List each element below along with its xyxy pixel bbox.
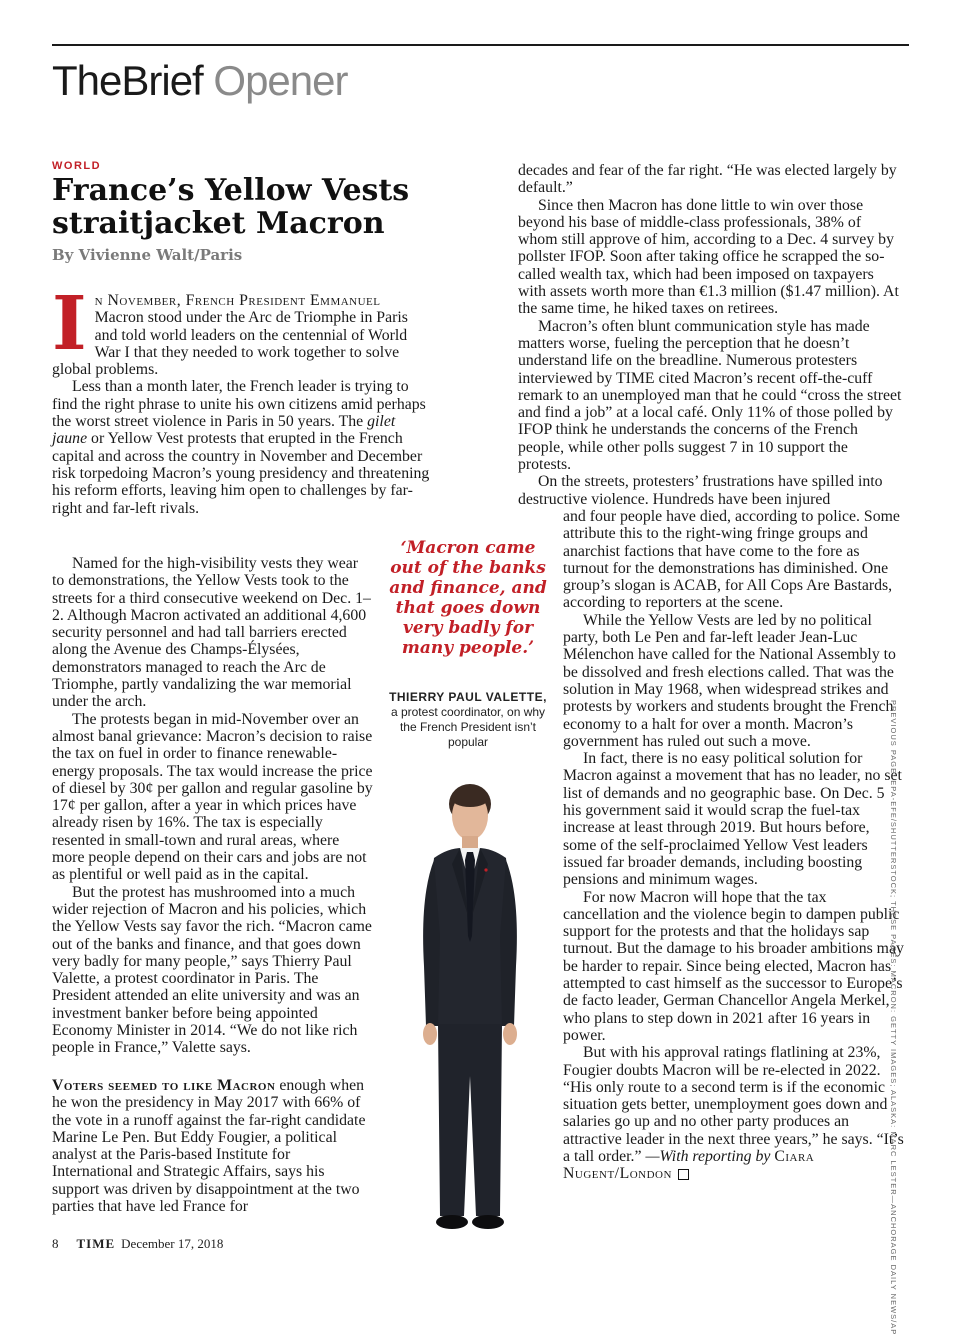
paragraph-3: Named for the high-visibility vests they wear to demonstrations, the Yellow Vests took to the streets for a third consecutive weekend on Dec. 1–2. Although Macron activated an additional 4,600 security personnel and had tall barriers erected along the Avenue des Champs-Élysées, demonstrators managed to reach the Arc de Triomphe, partly vandalizing the war memorial under the arch. bbox=[52, 555, 371, 711]
article-column-left-top bbox=[52, 281, 432, 517]
issue-date: December 17, 2018 bbox=[121, 1236, 224, 1251]
page-footer bbox=[52, 1236, 223, 1252]
subhead: Voters seemed to like Macron bbox=[52, 1077, 276, 1094]
article-column-left-bottom bbox=[52, 1077, 374, 1215]
paragraph-12: In fact, there is no easy political solution for Macron against a movement that has no leader, no set list of demands and no geographic base. On Dec. 5 his government said it would scrap the fuel-tax increase at least through 2019. But hours before, some of the self-proclaimed Yellow Vest leaders issued far broader demands, including boosting pensions and minimum wages. bbox=[563, 750, 902, 889]
paragraph-2: Less than a month later, the French leader is trying to find the right phrase to unite his own citizens amid perhaps the worst street violence in Paris in 50 years. The gilet jaune or Yellow Vest protests that erupted in the French capital and across the country in November and December risk torpedoing Macron’s young presidency and threatening his reform efforts, leaving him open to challenges by far-right and far-left rivals. bbox=[52, 378, 430, 517]
paragraph-14: But with his approval ratings flatlining at 23%, Fougier doubts Macron will be re-elected in 2022. “His only route to a second term is if the economic situation gets better, unemployment goes down and salaries go up and no other party produces an attractive leader in the next three years,” he says. “It’s a tall order.” —With reporting by Ciara Nugent/London bbox=[563, 1044, 904, 1183]
kicker: WORLD bbox=[52, 160, 102, 172]
person-illustration bbox=[423, 784, 517, 1229]
lead-in: n November, French President Emmanuel bbox=[94, 292, 381, 309]
section-title bbox=[52, 56, 348, 106]
paragraph-6: Voters seemed to like Macron enough when he won the presidency in May 2017 with 66% of the vote in a runoff against the far-right candidate Marine Le Pen. But Eddy Fougier, a political analyst at the Paris-based Institute for International and Strategic Affairs, says his support was driven by disappointment at the two parties that have led France for bbox=[52, 1077, 366, 1216]
section-title-opener: Opener bbox=[213, 57, 348, 104]
magazine-name: TIME bbox=[76, 1236, 116, 1251]
drop-cap: I bbox=[52, 281, 87, 367]
paragraph-10b: and four people have died, according to police. Some attribute this to the right-wing fringe groups and anarchist factions that have come to the fore as turnout for the demonstrations has diminished. One group’s slogan is ACAB, for All Cops Are Bastards, according to reporters at the scene. bbox=[563, 508, 900, 612]
paragraph-4: The protests began in mid-November over an almost banal grievance: Macron’s decision to raise the tax on fuel in order to finance renewable-energy proposals. The tax would increase the price of diesel by 30¢ per gallon and regular gasoline by 17¢ per gallon, after a year in which prices have already risen by 16%. The tax is especially resented in small-town and rural areas, where more people depend on their cars and jobs are not as plentiful or well paid as in the capital. bbox=[52, 710, 373, 884]
paragraph-8: Since then Macron has done little to win over those beyond his base of middle-class professionals, 38% of whom still approve of him, according to a Dec. 4 survey by pollster IFOP. Soon after taking office he scrapped the so-called wealth tax, which had been imposed on taxpayers with assets worth more than €1.3 million ($1.47 million). At the same time, he hiked taxes on retirees. bbox=[518, 196, 899, 318]
pull-quote-attribution bbox=[388, 690, 548, 750]
byline: By Vivienne Walt/Paris bbox=[52, 246, 243, 264]
reporting-credit: Ciara Nugent/London bbox=[563, 1147, 815, 1183]
paragraph-10a: On the streets, protesters’ frustrations have spilled into destructive violence. Hundreds have been injured bbox=[518, 473, 883, 508]
paragraph-13: For now Macron will hope that the tax cancellation and the violence begin to dampen public support for the protests and that the holidays sap turnout. But the damage to his broader ambitions may be harder to repair. Since being elected, Macron has attempted to cast himself as the successor to Europe’s de facto leader, German Chancellor Angela Merkel, who plans to step down in 2021 after 16 years in power. bbox=[563, 888, 904, 1044]
paragraph-5: But the protest has mushroomed into a much wider rejection of Macron and his policies, which the Yellow Vests say favor the rich. “Macron came out of the banks and finance, and that goes down very badly for many people,” says Thierry Paul Valette, a protest coordinator in Paris. The President attended an elite university and was an investment banker before being appointed Economy Minister in 2014. “We do not like rich people in France,” Valette says. bbox=[52, 883, 372, 1057]
paragraph-7: decades and fear of the far right. “He was elected largely by default.” bbox=[518, 162, 897, 197]
article-column-left-middle bbox=[52, 555, 374, 1057]
pull-quote-description: a protest coordinator, on why the French President isn’t popular bbox=[390, 705, 546, 749]
header-rule bbox=[52, 44, 909, 46]
headline: France’s Yellow Vests straitjacket Macron bbox=[52, 173, 410, 241]
end-mark-icon bbox=[678, 1169, 689, 1180]
pull-quote: ‘Macron came out of the banks and finance, and that goes down very badly for many people.’ bbox=[389, 538, 547, 658]
pull-quote-name: THIERRY PAUL VALETTE, bbox=[389, 690, 547, 704]
paragraph-1: In November, French President Emmanuel Macron stood under the Arc de Triomphe in Paris and told world leaders on the centennial of World War I that they needed to work together to solve global problems. bbox=[52, 281, 408, 379]
article-column-right-bottom bbox=[563, 508, 905, 1183]
paragraph-11: While the Yellow Vests are led by no political party, both Le Pen and far-left leader Jean-Luc Mélenchon have called for the National Assembly to be dissolved and fresh elections called. That was the solution in May 1968, when widespread strikes and protests by workers and students brought the French economy to a halt for over a month. Macron’s government has ruled out such a move. bbox=[563, 611, 896, 750]
page-number: 8 bbox=[52, 1236, 59, 1251]
macron-photo bbox=[390, 776, 550, 1240]
section-title-brief: TheBrief bbox=[52, 57, 203, 104]
paragraph-9: Macron’s often blunt communication style has made matters worse, fueling the perception that he doesn’t understand life on the breadline. Numerous protesters interviewed by TIME cited Macron’s recent off-the-cuff remark to an unemployed man that he could “cross the street and find a job” at a local café. Only 11% of those polled by IFOP think he understands the concerns of the French people, while other polls suggest 7 in 10 support the protests. bbox=[518, 317, 902, 474]
photo-credit: PREVIOUS PAGE: EPA-EFE/SHUTTERSTOCK; THESE PAGES: MACRON: GETTY IMAGES; ALASKA: MARC LESTER—ANCHORAGE DAILY NEWS/AP bbox=[889, 700, 898, 1335]
article-column-right-top bbox=[518, 162, 904, 508]
